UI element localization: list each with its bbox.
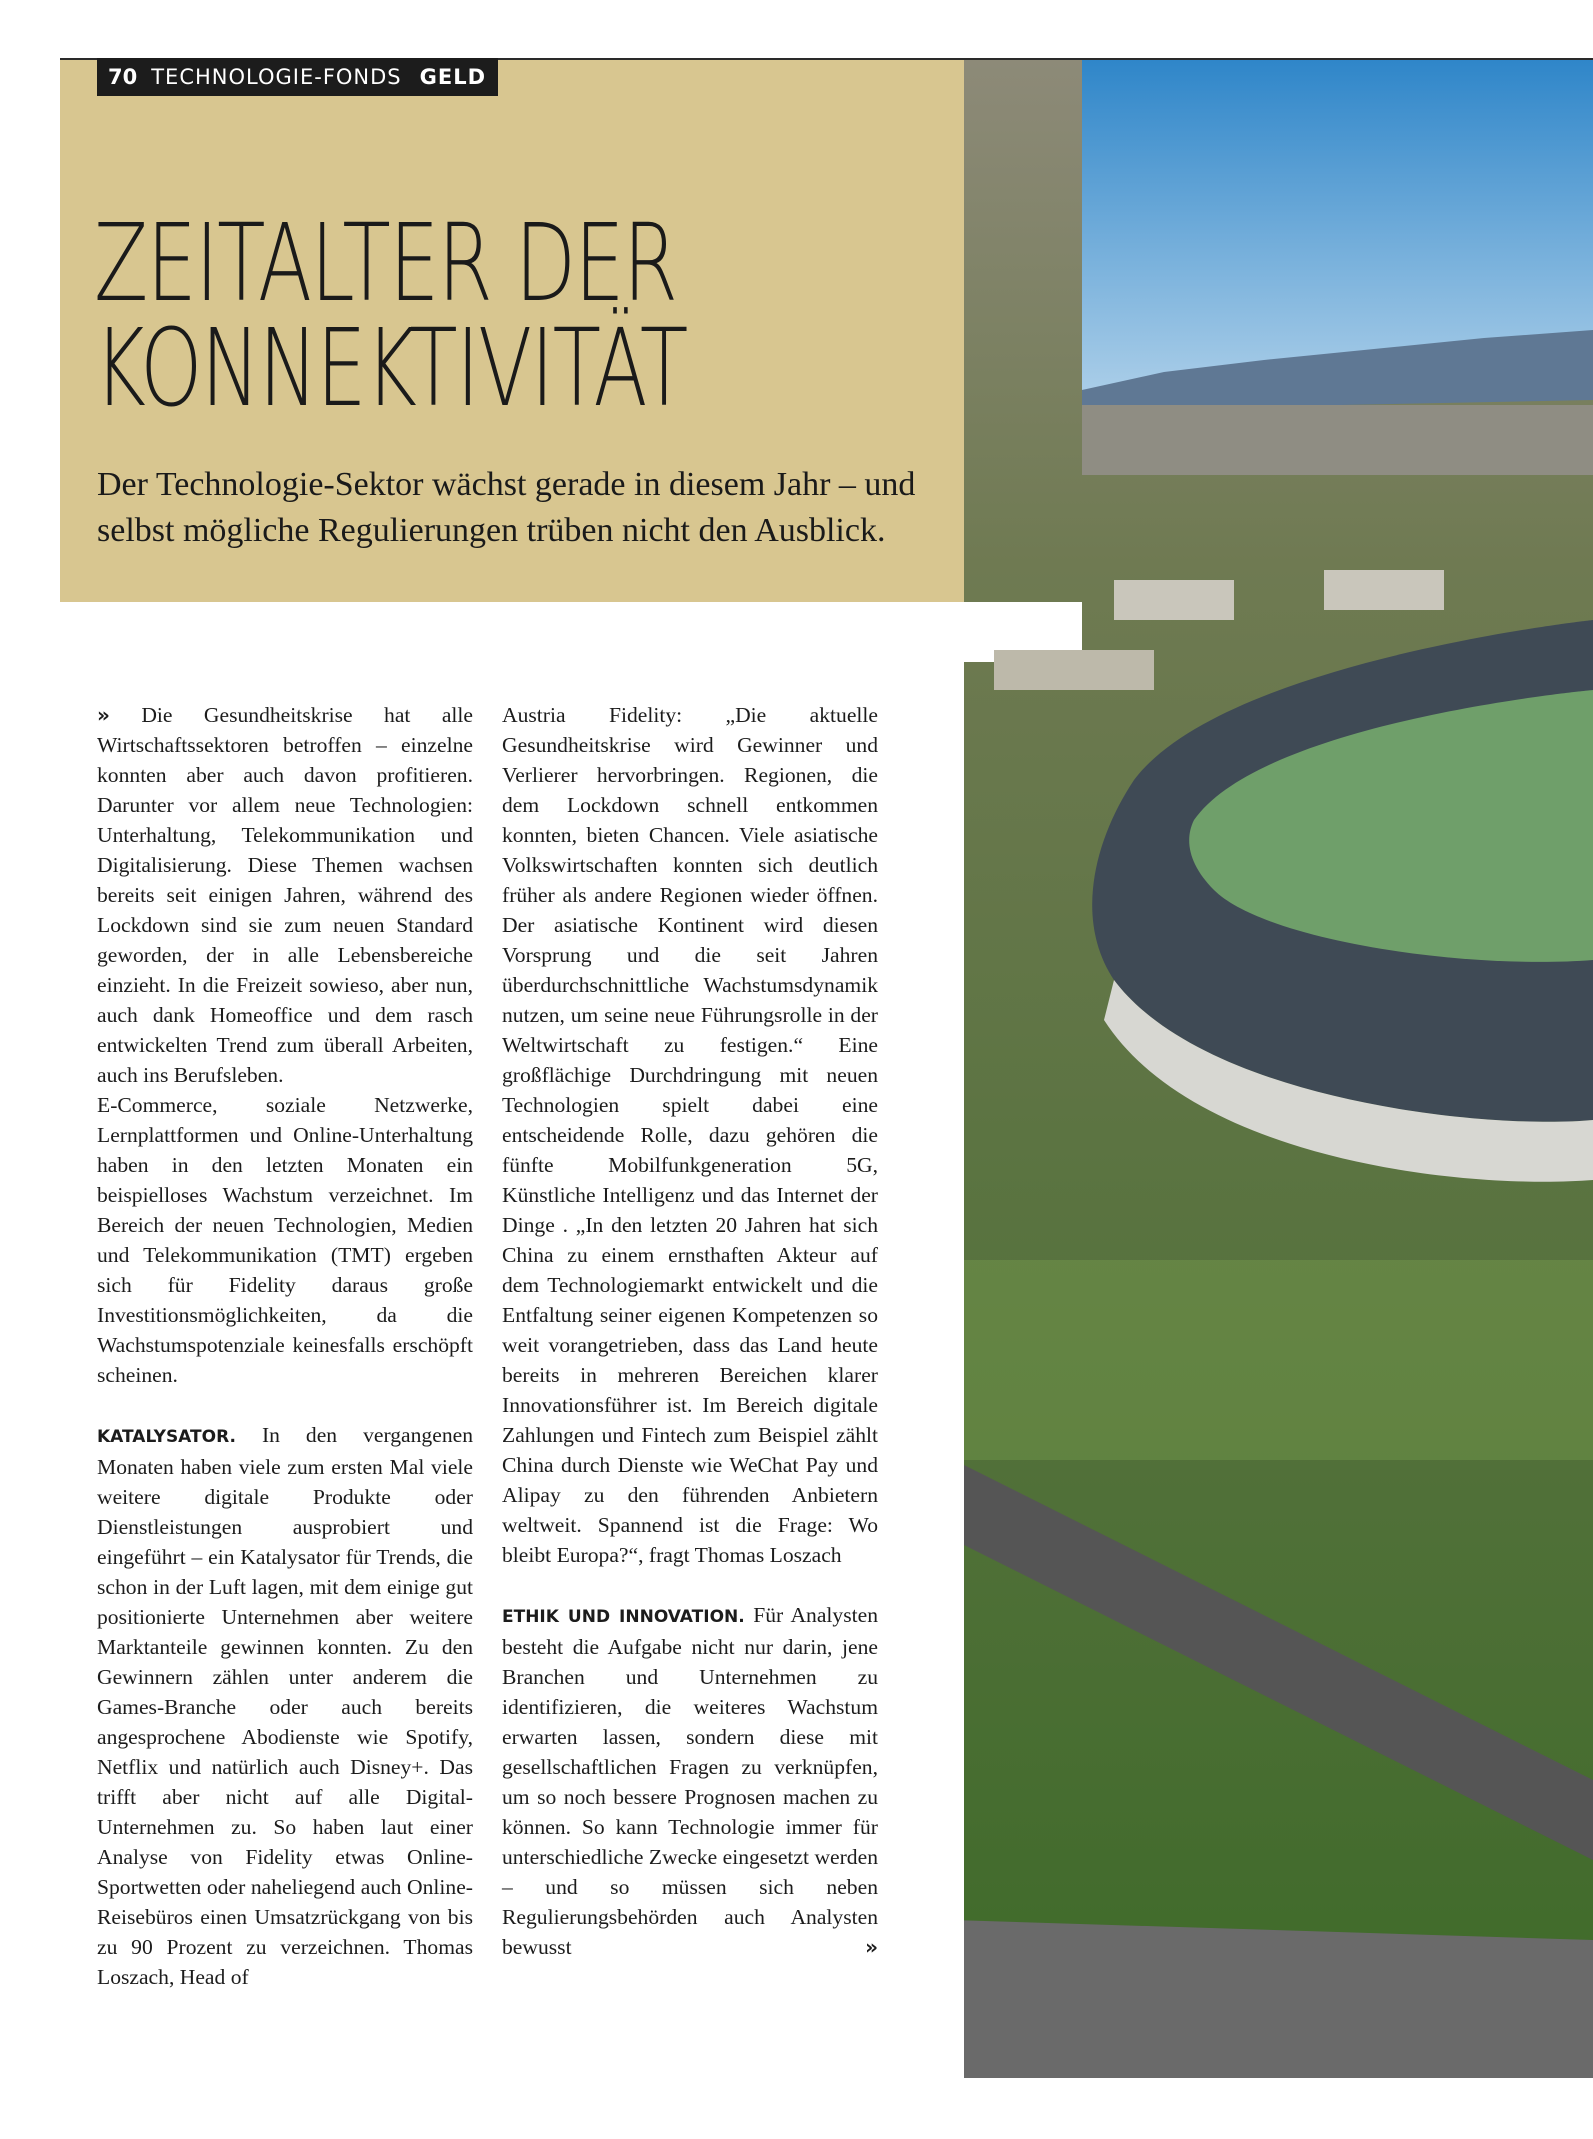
paragraph: E-Commerce, soziale Netzwerke, Lernplattformen und Online-Unterhaltung haben in den letzten Monaten ein beispielloses Wachstum verzeichnet. Im Bereich der neuen Technologien, Medien und Telekommunikation (TMT) ergeben sich für Fidelity daraus große Investitionsmöglichkeiten, da die Wachstumspotenziale keinesfalls erschöpft scheinen. xyxy=(97,1093,473,1387)
intro-text: Die Gesundheitskrise hat alle Wirtschaftssektoren betroffen – einzelne konnten aber auch davon profitieren. Darunter vor allem neue Technologien: Unterhaltung, Telekommunikation und Digitalisierung. Diese Themen wachsen bereits seit einigen Jahren, während des Lockdown sind sie zum neuen Standard geworden, der in alle Lebensbereiche einzieht. In die Freizeit sowieso, aber nun, auch dank Homeoffice und dem rasch entwickelten Trend zum überall Arbeiten, auch ins Berufsleben. xyxy=(97,703,473,1087)
lead-text: Der Technologie-Sektor wächst gerade in diesem Jahr – und selbst mögliche Regulierungen trüben nicht den Ausblick. xyxy=(97,466,916,549)
page-title xyxy=(94,202,790,431)
article-column-1 xyxy=(97,700,473,1992)
section-name: TECHNOLOGIE-FONDS xyxy=(151,65,402,89)
paragraph-katalysator xyxy=(97,1420,473,1992)
start-marker-icon: » xyxy=(97,703,110,727)
campus-aerial-photo xyxy=(964,60,1593,2078)
section-tag xyxy=(97,58,498,96)
category-label: GELD xyxy=(419,65,487,89)
continue-marker-icon: » xyxy=(865,1935,878,1959)
paragraph-ethik xyxy=(502,1600,878,1962)
subheading: KATALYSATOR. xyxy=(97,1427,236,1447)
intro-paragraph xyxy=(97,700,473,1090)
title-line-2: KONNEKTIVITÄT xyxy=(94,306,687,431)
title-line-1: ZEITALTER DER xyxy=(94,202,677,326)
subheading: ETHIK UND INNOVATION. xyxy=(502,1607,745,1627)
paragraph-text: In den vergangenen Monaten haben viele zum ersten Mal viele weitere digitale Produkte oder Dienstleistungen ausprobiert und eingeführt – ein Katalysator für Trends, die schon in der Luft lagen, mit dem einige gut positionierte Unternehmen aber weitere Marktanteile gewinnen konnten. Zu den Gewinnern zählen unter anderem die Games-Branche oder auch bereits angesprochene Abodienste wie Spotify, Netflix und natürlich auch Disney+. Das trifft aber nicht auf alle Digital-Unternehmen zu. So haben laut einer Analyse von Fidelity etwas Online-Sportwetten oder naheliegend auch Online-Reisebüros einen Umsatzrückgang von bis zu 90 Prozent zu verzeichnen. Thomas Loszach, Head of xyxy=(97,1423,473,1989)
paragraph: Austria Fidelity: „Die aktuelle Gesundheitskrise wird Gewinner und Verlierer hervorbringen. Regionen, die dem Lockdown schnell entkommen konnten, bieten Chancen. Viele asiatische Volkswirtschaften konnten sich deutlich früher als andere Regionen wieder öffnen. Der asiatische Kontinent wird diesen Vorsprung und die seit Jahren überdurchschnittliche Wachstumsdynamik nutzen, um seine neue Führungsrolle in der Weltwirtschaft zu festigen.“ Eine großflächige Durchdringung mit neuen Technologien spielt dabei eine entscheidende Rolle, dazu gehören die fünfte Mobilfunkgeneration 5G, Künstliche Intelligenz und das Internet der Dinge . „In den letzten 20 Jahren hat sich China zu einem ernsthaften Akteur auf dem Technologiemarkt entwickelt und die Entfaltung seiner eigenen Kompetenzen so weit vorangetrieben, dass das Land heute bereits in mehreren Bereichen klarer Innovationsführer ist. Im Bereich digitale Zahlungen und Fintech zum Beispiel zählt China durch Dienste wie WeChat Pay und Alipay zu den führenden Anbietern weltweit. Spannend ist die Frage: Wo bleibt Europa?“, fragt Thomas Loszach xyxy=(502,703,878,1567)
page-number: 70 xyxy=(108,65,138,89)
article-column-2 xyxy=(502,700,878,1962)
paragraph-text: Für Analysten besteht die Aufgabe nicht nur darin, jene Branchen und Unternehmen zu identifizieren, die weiteres Wachstum erwarten lassen, sondern diese mit gesellschaftlichen Fragen zu verknüpfen, um so noch bessere Prognosen machen zu können. So kann Technologie immer für unterschiedliche Zwecke eingesetzt werden – und so müssen sich neben Regulierungsbehörden auch Analysten bewusst xyxy=(502,1603,879,1959)
